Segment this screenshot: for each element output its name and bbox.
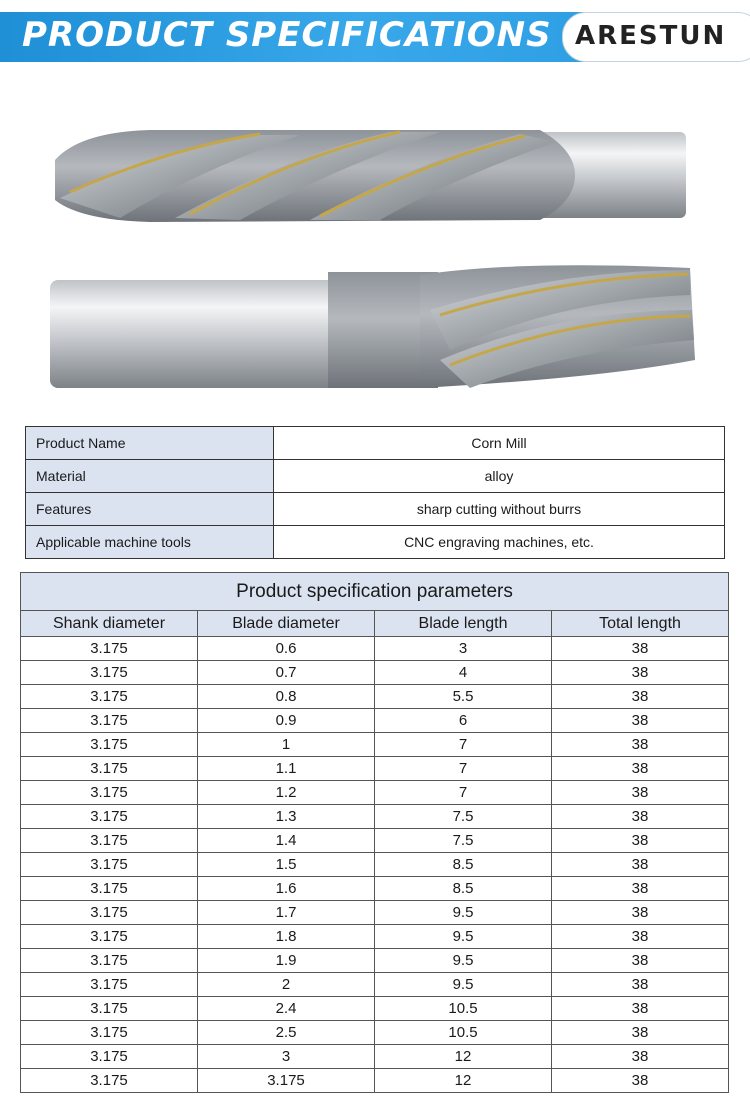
cell-shank-diameter: 3.175 <box>21 1021 198 1045</box>
cell-total-length: 38 <box>552 901 729 925</box>
table-row <box>21 1021 729 1045</box>
cell-blade-diameter: 2.4 <box>198 997 375 1021</box>
cell-shank-diameter: 3.175 <box>21 709 198 733</box>
cell-shank-diameter: 3.175 <box>21 757 198 781</box>
info-label: Product Name <box>26 427 274 460</box>
table-row <box>21 805 729 829</box>
cell-blade-length: 9.5 <box>375 973 552 997</box>
column-header-shank-diameter: Shank diameter <box>21 611 198 637</box>
cell-shank-diameter: 3.175 <box>21 685 198 709</box>
cell-blade-length: 4 <box>375 661 552 685</box>
cell-blade-diameter: 1.3 <box>198 805 375 829</box>
cell-total-length: 38 <box>552 637 729 661</box>
cell-blade-diameter: 1.7 <box>198 901 375 925</box>
table-row <box>21 1045 729 1069</box>
table-row <box>21 949 729 973</box>
cell-blade-diameter: 1.8 <box>198 925 375 949</box>
cell-blade-diameter: 0.9 <box>198 709 375 733</box>
cell-shank-diameter: 3.175 <box>21 877 198 901</box>
table-row <box>21 757 729 781</box>
cell-shank-diameter: 3.175 <box>21 661 198 685</box>
table-row <box>21 973 729 997</box>
cell-blade-length: 9.5 <box>375 901 552 925</box>
brand-logo: ARESTUN <box>575 21 727 51</box>
cell-shank-diameter: 3.175 <box>21 1045 198 1069</box>
table-row <box>21 661 729 685</box>
cell-blade-diameter: 1.5 <box>198 853 375 877</box>
cell-total-length: 38 <box>552 829 729 853</box>
cell-shank-diameter: 3.175 <box>21 997 198 1021</box>
cell-shank-diameter: 3.175 <box>21 973 198 997</box>
cell-blade-length: 6 <box>375 709 552 733</box>
cell-total-length: 38 <box>552 1021 729 1045</box>
info-value: sharp cutting without burrs <box>274 493 725 526</box>
table-row <box>21 637 729 661</box>
info-label: Features <box>26 493 274 526</box>
cell-blade-length: 8.5 <box>375 853 552 877</box>
cell-total-length: 38 <box>552 997 729 1021</box>
cell-shank-diameter: 3.175 <box>21 805 198 829</box>
cell-total-length: 38 <box>552 877 729 901</box>
cell-shank-diameter: 3.175 <box>21 829 198 853</box>
cell-total-length: 38 <box>552 781 729 805</box>
info-row <box>26 526 725 559</box>
cell-shank-diameter: 3.175 <box>21 853 198 877</box>
cell-total-length: 38 <box>552 925 729 949</box>
cell-blade-diameter: 2.5 <box>198 1021 375 1045</box>
spec-title: Product specification parameters <box>21 573 729 611</box>
cell-total-length: 38 <box>552 661 729 685</box>
cell-blade-length: 7 <box>375 733 552 757</box>
cell-shank-diameter: 3.175 <box>21 925 198 949</box>
info-label: Material <box>26 460 274 493</box>
cell-shank-diameter: 3.175 <box>21 901 198 925</box>
table-row <box>21 997 729 1021</box>
cell-shank-diameter: 3.175 <box>21 637 198 661</box>
cell-total-length: 38 <box>552 1069 729 1093</box>
cell-blade-diameter: 3 <box>198 1045 375 1069</box>
cell-blade-length: 10.5 <box>375 1021 552 1045</box>
table-row <box>21 853 729 877</box>
cell-blade-length: 7.5 <box>375 805 552 829</box>
cell-total-length: 38 <box>552 973 729 997</box>
info-row <box>26 493 725 526</box>
column-header-total-length: Total length <box>552 611 729 637</box>
cell-blade-length: 10.5 <box>375 997 552 1021</box>
end-mill-bottom-icon <box>50 265 695 388</box>
cell-shank-diameter: 3.175 <box>21 733 198 757</box>
cell-blade-diameter: 0.8 <box>198 685 375 709</box>
info-value: CNC engraving machines, etc. <box>274 526 725 559</box>
cell-total-length: 38 <box>552 757 729 781</box>
cell-blade-length: 9.5 <box>375 925 552 949</box>
spec-header-row <box>21 611 729 637</box>
info-label: Applicable machine tools <box>26 526 274 559</box>
table-row <box>21 877 729 901</box>
table-row <box>21 901 729 925</box>
page-title: PRODUCT SPECIFICATIONS <box>22 15 552 55</box>
cell-blade-length: 8.5 <box>375 877 552 901</box>
cell-blade-length: 7 <box>375 757 552 781</box>
cell-blade-diameter: 1.2 <box>198 781 375 805</box>
cell-blade-length: 5.5 <box>375 685 552 709</box>
cell-total-length: 38 <box>552 853 729 877</box>
cell-blade-length: 12 <box>375 1069 552 1093</box>
spec-title-row <box>21 573 729 611</box>
cell-blade-length: 12 <box>375 1045 552 1069</box>
info-row <box>26 460 725 493</box>
column-header-blade-length: Blade length <box>375 611 552 637</box>
cell-shank-diameter: 3.175 <box>21 1069 198 1093</box>
table-row <box>21 733 729 757</box>
cell-blade-length: 9.5 <box>375 949 552 973</box>
cell-total-length: 38 <box>552 805 729 829</box>
cell-blade-diameter: 1.9 <box>198 949 375 973</box>
table-row <box>21 709 729 733</box>
cell-blade-diameter: 3.175 <box>198 1069 375 1093</box>
cell-blade-diameter: 1.6 <box>198 877 375 901</box>
cell-blade-diameter: 1.4 <box>198 829 375 853</box>
spec-table-body <box>21 637 729 1093</box>
info-row <box>26 427 725 460</box>
cell-blade-diameter: 0.6 <box>198 637 375 661</box>
product-image <box>0 110 750 410</box>
cell-blade-length: 7.5 <box>375 829 552 853</box>
table-row <box>21 1069 729 1093</box>
cell-total-length: 38 <box>552 733 729 757</box>
cell-total-length: 38 <box>552 949 729 973</box>
product-info-table <box>25 426 725 559</box>
cell-total-length: 38 <box>552 1045 729 1069</box>
header-banner <box>0 12 750 62</box>
cell-blade-diameter: 0.7 <box>198 661 375 685</box>
column-header-blade-diameter: Blade diameter <box>198 611 375 637</box>
end-mill-top-icon <box>55 130 686 222</box>
cell-blade-diameter: 2 <box>198 973 375 997</box>
cell-shank-diameter: 3.175 <box>21 949 198 973</box>
cell-shank-diameter: 3.175 <box>21 781 198 805</box>
table-row <box>21 781 729 805</box>
cell-blade-length: 7 <box>375 781 552 805</box>
table-row <box>21 829 729 853</box>
cell-blade-diameter: 1.1 <box>198 757 375 781</box>
spec-parameters-table <box>20 572 729 1093</box>
table-row <box>21 685 729 709</box>
cell-total-length: 38 <box>552 685 729 709</box>
cell-blade-diameter: 1 <box>198 733 375 757</box>
cell-total-length: 38 <box>552 709 729 733</box>
info-value: Corn Mill <box>274 427 725 460</box>
cell-blade-length: 3 <box>375 637 552 661</box>
table-row <box>21 925 729 949</box>
info-value: alloy <box>274 460 725 493</box>
